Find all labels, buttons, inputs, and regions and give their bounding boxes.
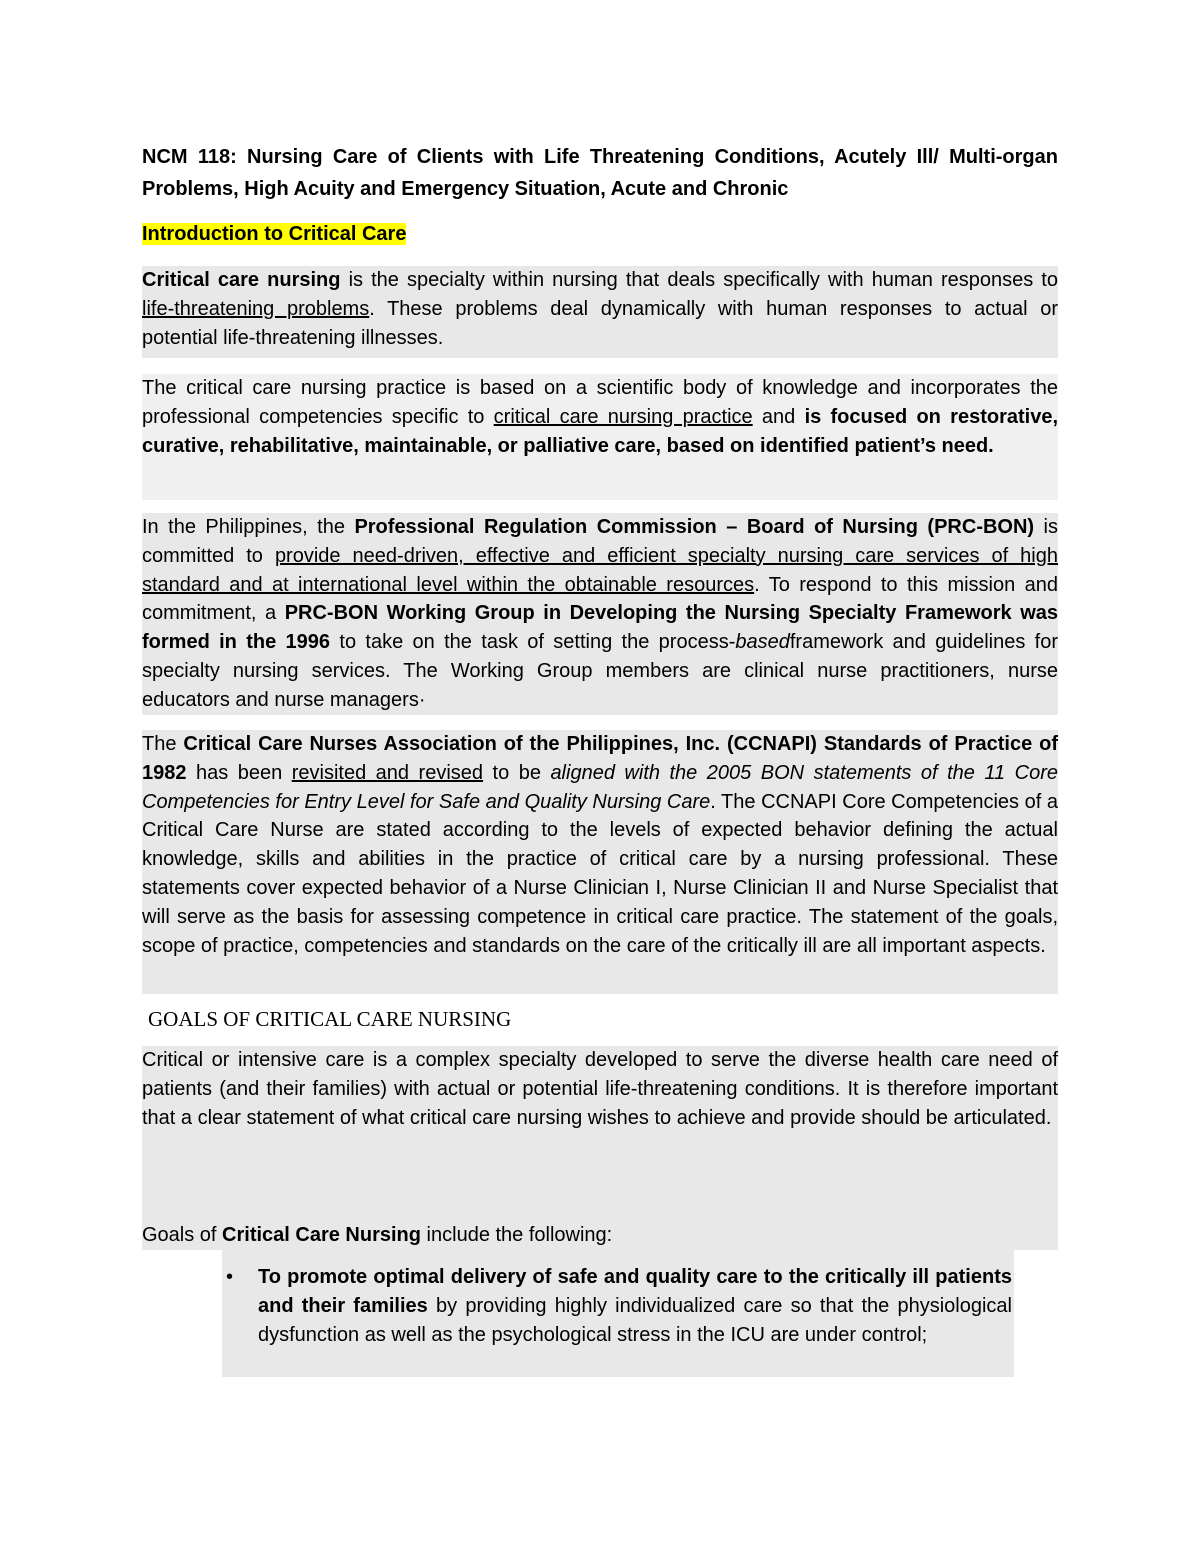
- italic-text-run: aligned with the 2005 BON statements of the 11 Core Competencies for Entry Level for Safe and Quality Nursing Care: [142, 761, 1058, 813]
- bold-term: Critical care nursing: [142, 269, 341, 291]
- text-run: . The CCNAPI Core Competencies of a Critical Care Nurse are stated according to the levels of expected behavior defining the actual knowledge, skills and abilities in the practice of critical care by a nursing professional. These statements cover expected behavior of a Nurse Clinician I, Nurse Clinician II and Nurse Specialist that will serve as the basis for assessing competence in critical care practice. The statement of the goals, scope of practice, competencies and standards on the care of the critically ill are all important aspects.: [142, 790, 1058, 957]
- section-heading-introduction: [142, 219, 406, 249]
- bold-text-run: is focused on restorative, curative, rehabilitative, maintainable, or palliative care, based on identified patient’s need.: [142, 405, 1058, 457]
- paragraph-philippines-prc-bon: [142, 513, 1058, 715]
- text-run: has been: [186, 761, 292, 784]
- text-run: . These problems deal dynamically with human responses to actual or potential life-threatening illnesses.: [142, 297, 1058, 349]
- highlighted-heading-text: Introduction to Critical Care: [142, 223, 407, 245]
- text-run: . To respond to this mission and commitment, a: [142, 573, 1058, 625]
- paragraph-critical-care-definition: [142, 266, 1058, 358]
- text-run: to be: [483, 761, 551, 784]
- list-item-text: [258, 1263, 1012, 1349]
- text-run: and: [752, 405, 805, 428]
- text-run: The critical care nursing practice is based on a scientific body of knowledge and incorporates the professional competencies specific to: [142, 377, 1058, 428]
- bold-text-run: Critical Care Nurses Association of the Philippines, Inc. (CCNAPI) Standards of Practice of 1982: [142, 733, 1058, 784]
- text-run: to take on the task of setting the process-: [330, 631, 736, 654]
- bold-term: Professional Regulation Commission – Board of Nursing (PRC-BON): [354, 516, 1035, 538]
- paragraph-goals-intro: Critical or intensive care is a complex specialty developed to serve the diverse health care need of patients (and their families) with actual or potential life-threatening conditions. It is therefore important that a clear statement of what critical care nursing wishes to achieve and provide should be articulated.: [142, 1046, 1058, 1250]
- section-heading-goals: GOALS OF CRITICAL CARE NURSING: [148, 1007, 512, 1031]
- paragraph-goals-list-lead: [142, 1221, 1058, 1250]
- text-run: The: [142, 733, 184, 755]
- underlined-text-run: provide need-driven, effective and efficient specialty nursing care services of high standard and at international level within the obtainable resources: [142, 544, 1058, 596]
- bold-text-run: To promote optimal delivery of safe and quality care to the critically ill patients and their families: [258, 1266, 1012, 1317]
- document-title: NCM 118: Nursing Care of Clients with Life Threatening Conditions, Acutely Ill/ Multi-organ Problems, High Acuity and Emergency Situation, Acute and Chronic: [142, 146, 1058, 200]
- underlined-term: critical care nursing practice: [493, 405, 753, 428]
- paragraph-ccnapi-standards: [142, 730, 1058, 994]
- paragraph-practice-basis: [142, 374, 1058, 500]
- text-run: In the Philippines, the: [142, 516, 355, 538]
- italic-term: based: [735, 631, 790, 654]
- bullet-icon: •: [226, 1266, 234, 1288]
- text-run: by providing highly individualized care so that the physiological dysfunction as well as the psychological stress in the ICU are under control;: [258, 1294, 1012, 1346]
- text-run: is the specialty within nursing that deals specifically with human responses to: [340, 269, 1058, 291]
- text-run: include the following:: [421, 1224, 613, 1246]
- list-item: [222, 1249, 1014, 1377]
- text-run: framework and guidelines for specialty nursing services. The Working Group members are clinical nurse practitioners, nurse educators and nurse managers·: [142, 631, 1059, 711]
- bold-text-run: PRC-BON Working Group in Developing the Nursing Specialty Framework was formed in the 1996: [142, 602, 1059, 654]
- text-run: Goals of: [142, 1224, 223, 1246]
- underlined-term: life-threatening problems: [142, 297, 370, 320]
- underlined-term: revisited and revised: [291, 761, 484, 784]
- bold-term: Critical Care Nursing: [222, 1224, 421, 1246]
- text-run: is committed to: [142, 516, 1059, 567]
